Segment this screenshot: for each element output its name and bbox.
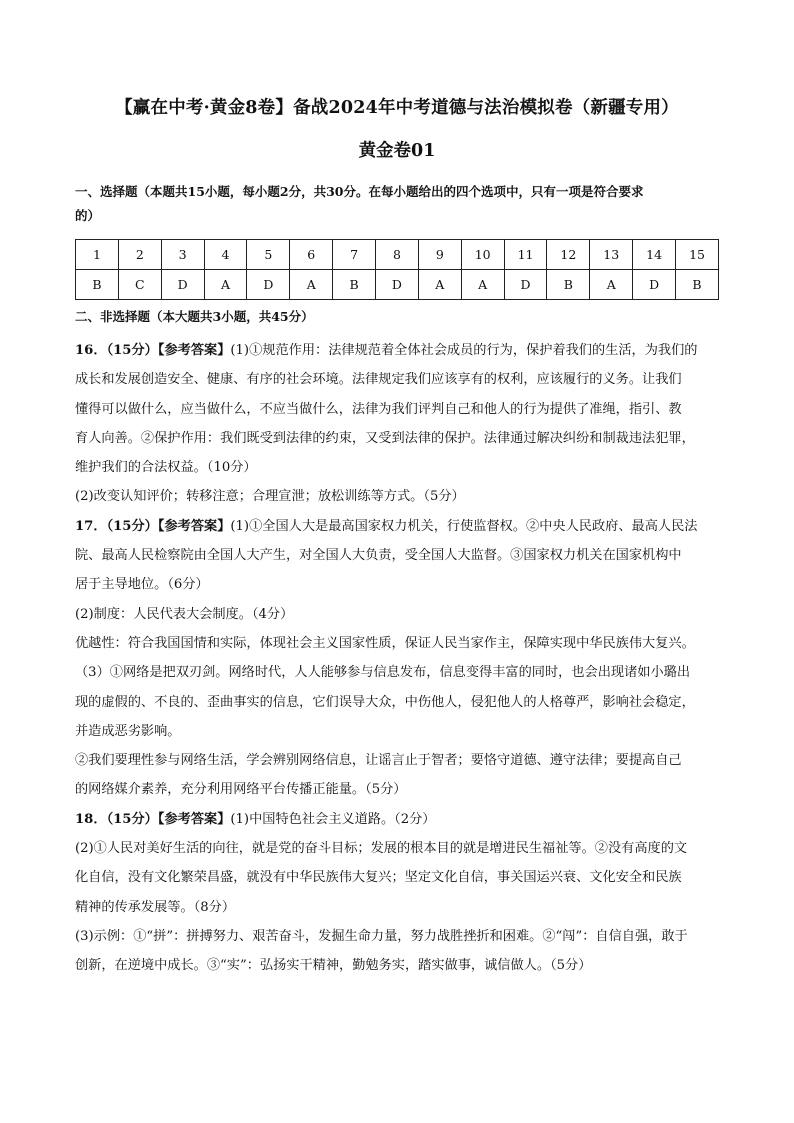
answer-line [75, 424, 725, 453]
answer-text: (1)①全国人大是最高国家权力机关，行使监督权。②中央人民政府、最高人民法 [230, 518, 698, 534]
answer-cell: D [161, 270, 204, 300]
answer-cell: A [418, 270, 461, 300]
question-number-cell: 15 [676, 240, 719, 270]
answer-line [75, 834, 725, 863]
answer-cell: A [461, 270, 504, 300]
question-number-cell: 1 [76, 240, 119, 270]
answer-text: 院、最高人民检察院由全国人大产生，对全国人大负责，受全国人大监督。③国家权力机关在国家机构中 [75, 548, 682, 564]
answer-text: (1)中国特色社会主义道路。（2分） [230, 811, 436, 827]
answer-line [75, 775, 725, 804]
answer-text: 精神的传承发展等。（8分） [75, 899, 236, 915]
answer-text: (3)示例：①“拼”：拼搏努力、艰苦奋斗，发掘生命力量，努力战胜挫折和困难。②“闯”：自信自强，敢于 [75, 928, 688, 944]
section1-heading-line1: 一、选择题（本题共15小题，每小题2分，共30分。在每小题给出的四个选项中，只有一项是符合要求 [75, 184, 644, 199]
section1-heading [75, 180, 725, 228]
answer-text: (2)改变认知评价；转移注意；合理宣泄；放松训练等方式。（5分） [75, 489, 465, 505]
question-number-cell: 9 [418, 240, 461, 270]
answer-text: ②我们要理性参与网络生活，学会辨别网络信息，让谣言止于智者；要恪守道德、遵守法律；要提高自己 [75, 753, 682, 769]
page-subtitle: 黄金卷01 [358, 141, 436, 161]
question-number-cell: 13 [590, 240, 633, 270]
question-label: 17．（15分）【参考答案】 [75, 518, 231, 534]
answer-line [75, 922, 725, 951]
answer-line [75, 629, 725, 658]
question-number-cell: 6 [290, 240, 333, 270]
answer-cell: A [590, 270, 633, 300]
question-number-cell: 10 [461, 240, 504, 270]
answer-line [75, 512, 725, 541]
answer-cell: A [204, 270, 247, 300]
answer-line [75, 600, 725, 629]
answer-text: (1)①规范作用：法律规范着全体社会成员的行为，保护着我们的生活，为我们的 [230, 343, 698, 358]
section2-heading: 二、非选择题（本大题共3小题，共45分） [75, 309, 314, 324]
answer-line [75, 453, 725, 482]
answer-line [75, 863, 725, 892]
answer-cell: D [633, 270, 676, 300]
question-label: 16．（15分）【参考答案】 [75, 343, 231, 358]
answer-cell: D [504, 270, 547, 300]
answer-line [75, 395, 725, 424]
answer-cell: B [676, 270, 719, 300]
answer-line [75, 951, 725, 980]
answer-text: 育人向善。②保护作用：我们既受到法律的约束，又受到法律的保护。法律通过解决纠纷和制裁违法犯罪， [75, 430, 695, 446]
answer-text: 成长和发展创造安全、健康、有序的社会环境。法律规定我们应该享有的权利，应该履行的义务。让我们 [75, 372, 682, 388]
answer-text: 并造成恶劣影响。 [75, 723, 181, 739]
answer-text: 创新，在逆境中成长。③“实”：弘扬实干精神，勤勉务实，踏实做事，诚信做人。（5分） [75, 958, 592, 974]
question-number-cell: 2 [118, 240, 161, 270]
question-number-cell: 8 [376, 240, 419, 270]
answer-table [75, 239, 719, 300]
answer-table-number-row [76, 240, 719, 270]
answer-line [75, 570, 725, 599]
answer-line [75, 717, 725, 746]
answer-line [75, 658, 725, 687]
question-number-cell: 12 [547, 240, 590, 270]
answer-text: 的网络媒介素养，充分利用网络平台传播正能量。（5分） [75, 782, 407, 798]
answer-cell: B [76, 270, 119, 300]
answer-body [75, 336, 725, 981]
answer-text: 懂得可以做什么，应当做什么，不应当做什么，法律为我们评判自己和他人的行为提供了准绳，指引、教 [75, 401, 682, 417]
answer-text: 居于主导地位。（6分） [75, 577, 209, 593]
answer-line [75, 746, 725, 775]
answer-cell: B [547, 270, 590, 300]
answer-line [75, 365, 725, 394]
answer-text: (2)①人民对美好生活的向往，就是党的奋斗目标；发展的根本目的就是增进民生福祉等。②没有高度的文 [75, 841, 688, 857]
section1-heading-line2: 的） [75, 208, 101, 223]
question-number-cell: 11 [504, 240, 547, 270]
answer-line [75, 541, 725, 570]
answer-cell: D [247, 270, 290, 300]
answer-text: 优越性：符合我国国情和实际，体现社会主义国家性质，保证人民当家作主，保障实现中华民族伟大复兴。 [75, 635, 695, 651]
answer-text: (2)制度：人民代表大会制度。（4分） [75, 606, 294, 622]
answer-cell: B [333, 270, 376, 300]
question-number-cell: 14 [633, 240, 676, 270]
answer-line [75, 805, 725, 834]
answer-text: 化自信，没有文化繁荣昌盛，就没有中华民族伟大复兴；坚定文化自信，事关国运兴衰、文化安全和民族 [75, 870, 682, 886]
answer-cell: D [376, 270, 419, 300]
answer-table-answer-row [76, 270, 719, 300]
answer-line [75, 893, 725, 922]
answer-cell: C [118, 270, 161, 300]
question-number-cell: 3 [161, 240, 204, 270]
answer-line [75, 688, 725, 717]
answer-text: 维护我们的合法权益。（10分） [75, 460, 257, 476]
answer-text: （3）①网络是把双刃剑。网络时代，人人能够参与信息发布，信息变得丰富的同时，也会出现诸如小璐出 [75, 665, 691, 681]
answer-line [75, 482, 725, 511]
question-number-cell: 5 [247, 240, 290, 270]
page-title: 【赢在中考·黄金8卷】备战2024年中考道德与法治模拟卷（新疆专用） [115, 98, 679, 118]
question-number-cell: 7 [333, 240, 376, 270]
question-number-cell: 4 [204, 240, 247, 270]
answer-text: 现的虚假的、不良的、歪曲事实的信息，它们误导大众，中伤他人，侵犯他人的人格尊严，影响社会稳定， [75, 694, 695, 710]
answer-line [75, 336, 725, 365]
answer-cell: A [290, 270, 333, 300]
question-label: 18．（15分）【参考答案】 [75, 811, 231, 827]
